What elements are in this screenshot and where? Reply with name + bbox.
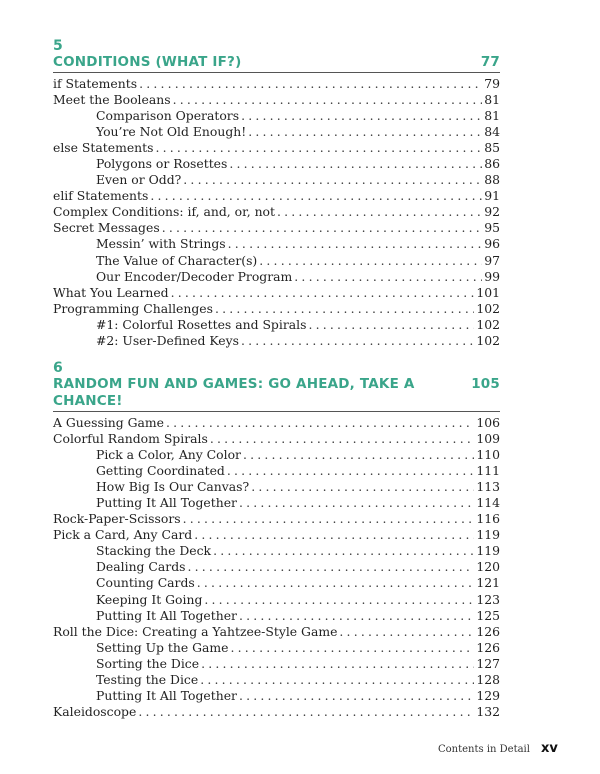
- entry-title: Pick a Card, Any Card: [53, 527, 193, 543]
- dot-leader: [227, 463, 475, 479]
- toc-entry[interactable]: [53, 688, 500, 704]
- toc-entry[interactable]: [53, 543, 500, 559]
- entry-page: 128: [476, 671, 500, 687]
- chapter-title: CONDITIONS (WHAT IF?): [53, 54, 242, 70]
- entry-page: 127: [476, 655, 500, 671]
- entry-title: Putting It All Together: [96, 495, 237, 511]
- entry-page: 79: [484, 76, 500, 91]
- entry-page: 102: [476, 300, 500, 316]
- dot-leader: [166, 415, 474, 431]
- dot-leader: [308, 317, 474, 333]
- entry-page: 91: [484, 188, 500, 204]
- entry-title: Programming Challenges: [53, 300, 213, 316]
- entry-page: 126: [476, 623, 500, 639]
- entry-title: You’re Not Old Enough!: [96, 124, 247, 140]
- entry-page: 120: [476, 559, 500, 575]
- chapter-page: 105: [471, 376, 500, 392]
- dot-leader: [277, 204, 482, 220]
- dot-leader: [138, 704, 474, 720]
- dot-leader: [183, 172, 482, 188]
- entry-page: 110: [476, 447, 500, 463]
- toc-entry[interactable]: [53, 236, 500, 252]
- entry-page: 106: [476, 415, 500, 430]
- chapter-page: 77: [480, 54, 500, 70]
- entry-page: 96: [484, 236, 500, 252]
- dot-leader: [200, 672, 474, 688]
- entry-page: 129: [476, 687, 500, 703]
- dot-leader: [239, 688, 474, 704]
- running-head: Contents in Detail: [438, 744, 530, 755]
- toc-entry[interactable]: [53, 672, 500, 688]
- chapter-heading[interactable]: [53, 376, 500, 412]
- toc-entry[interactable]: [53, 656, 500, 672]
- entry-title: Meet the Booleans: [53, 92, 171, 108]
- entry-page: 101: [476, 284, 500, 300]
- entry-page: 81: [484, 92, 500, 108]
- dot-leader: [248, 124, 482, 140]
- toc-entry[interactable]: [53, 156, 500, 172]
- toc-entry[interactable]: [53, 253, 500, 269]
- entry-page: 102: [476, 316, 500, 332]
- toc-entry[interactable]: [53, 76, 500, 92]
- entry-title: elif Statements: [53, 188, 149, 204]
- chapter-title: RANDOM FUN AND GAMES: GO AHEAD, TAKE A CHANCE!: [53, 376, 415, 409]
- dot-leader: [171, 285, 475, 301]
- toc-entry[interactable]: [53, 172, 500, 188]
- entry-title: Comparison Operators: [96, 108, 240, 124]
- entry-title: How Big Is Our Canvas?: [96, 479, 250, 495]
- entry-title: Colorful Random Spirals: [53, 431, 208, 447]
- entry-page: 132: [476, 703, 500, 719]
- dot-leader: [139, 76, 482, 92]
- entry-page: 113: [476, 479, 500, 495]
- entry-page: 119: [476, 527, 500, 543]
- entry-page: 88: [484, 172, 500, 188]
- entry-title: A Guessing Game: [53, 415, 164, 430]
- dot-leader: [173, 92, 483, 108]
- toc-entry[interactable]: [53, 204, 500, 220]
- entry-title: Roll the Dice: Creating a Yahtzee-Style Game: [53, 623, 338, 639]
- toc-entry[interactable]: [53, 575, 500, 591]
- chapter-5: [53, 38, 500, 349]
- entry-title: #1: Colorful Rosettes and Spirals: [96, 316, 307, 332]
- toc-entry[interactable]: [53, 608, 500, 624]
- entry-title: Testing the Dice: [96, 671, 199, 687]
- toc-entry[interactable]: [53, 447, 500, 463]
- toc-entries: [53, 415, 500, 720]
- entry-title: Sorting the Dice: [96, 655, 200, 671]
- toc-entry[interactable]: [53, 92, 500, 108]
- toc-entry[interactable]: [53, 220, 500, 236]
- entry-page: 97: [484, 252, 500, 268]
- dot-leader: [213, 543, 474, 559]
- entry-title: Counting Cards: [96, 575, 195, 591]
- toc-entry[interactable]: [53, 463, 500, 479]
- entry-title: if Statements: [53, 76, 138, 91]
- dot-leader: [239, 495, 474, 511]
- dot-leader: [201, 656, 474, 672]
- entry-page: 111: [476, 463, 500, 479]
- entry-title: The Value of Character(s): [96, 252, 258, 268]
- chapter-heading[interactable]: [53, 54, 500, 73]
- toc-entry[interactable]: [53, 624, 500, 640]
- entry-page: 114: [476, 495, 500, 511]
- entry-page: 99: [484, 268, 500, 284]
- dot-leader: [188, 559, 475, 575]
- toc-entry[interactable]: [53, 124, 500, 140]
- dot-leader: [241, 333, 474, 349]
- dot-leader: [215, 301, 474, 317]
- toc-entry[interactable]: [53, 317, 500, 333]
- dot-leader: [210, 431, 475, 447]
- toc-entry[interactable]: [53, 640, 500, 656]
- dot-leader: [243, 447, 474, 463]
- dot-leader: [194, 527, 474, 543]
- toc-entry[interactable]: [53, 285, 500, 301]
- entry-page: 81: [484, 108, 500, 124]
- dot-leader: [156, 140, 483, 156]
- toc-entry[interactable]: [53, 269, 500, 285]
- toc-entry[interactable]: [53, 301, 500, 317]
- entry-title: Secret Messages: [53, 220, 160, 236]
- toc-entry[interactable]: [53, 559, 500, 575]
- entry-title: Complex Conditions: if, and, or, not: [53, 204, 275, 220]
- dot-leader: [259, 253, 482, 269]
- entry-page: 84: [484, 124, 500, 140]
- entry-page: 123: [476, 591, 500, 607]
- entry-title: else Statements: [53, 140, 154, 156]
- toc-entry[interactable]: [53, 431, 500, 447]
- dot-leader: [339, 624, 474, 640]
- dot-leader: [204, 592, 474, 608]
- entry-page: 85: [484, 140, 500, 156]
- toc-entry[interactable]: [53, 140, 500, 156]
- entry-title: Even or Odd?: [96, 172, 182, 188]
- dot-leader: [228, 236, 483, 252]
- entry-page: 126: [476, 639, 500, 655]
- entry-title: Messin’ with Strings: [96, 236, 226, 252]
- dot-leader: [239, 608, 474, 624]
- toc-entry[interactable]: [53, 495, 500, 511]
- chapter-number: 6: [53, 360, 63, 376]
- toc-entry[interactable]: [53, 333, 500, 349]
- entry-title: Kaleidoscope: [53, 703, 137, 719]
- dot-leader: [197, 575, 475, 591]
- toc-entry[interactable]: [53, 592, 500, 608]
- chapter-number: 5: [53, 38, 63, 54]
- entry-page: 119: [476, 543, 500, 559]
- page-number: xv: [541, 741, 558, 756]
- entry-title: Putting It All Together: [96, 687, 237, 703]
- toc-entry[interactable]: [53, 188, 500, 204]
- entry-title: Dealing Cards: [96, 559, 186, 575]
- entry-page: 92: [484, 204, 500, 220]
- entry-title: Rock-Paper-Scissors: [53, 511, 181, 527]
- chapter-6: [53, 360, 500, 720]
- entry-page: 109: [476, 431, 500, 447]
- dot-leader: [183, 511, 475, 527]
- entry-page: 86: [484, 156, 500, 172]
- entry-title: #2: User-Defined Keys: [96, 332, 239, 348]
- toc-entry[interactable]: [53, 108, 500, 124]
- dot-leader: [229, 156, 482, 172]
- entry-title: Keeping It Going: [96, 591, 203, 607]
- toc-entry[interactable]: [53, 704, 500, 720]
- entry-title: Getting Coordinated: [96, 463, 225, 479]
- entry-page: 102: [476, 332, 500, 348]
- toc-entry[interactable]: [53, 527, 500, 543]
- dot-leader: [162, 220, 483, 236]
- dot-leader: [241, 108, 482, 124]
- dot-leader: [231, 640, 475, 656]
- entry-title: Pick a Color, Any Color: [96, 447, 241, 463]
- entry-title: Setting Up the Game: [96, 639, 229, 655]
- toc-entries: [53, 76, 500, 349]
- toc-entry[interactable]: [53, 479, 500, 495]
- dot-leader: [294, 269, 482, 285]
- entry-title: Stacking the Deck: [96, 543, 212, 559]
- entry-page: 121: [476, 575, 500, 591]
- entry-title: Polygons or Rosettes: [96, 156, 228, 172]
- dot-leader: [150, 188, 482, 204]
- toc-entry[interactable]: [53, 511, 500, 527]
- entry-page: 125: [476, 607, 500, 623]
- dot-leader: [251, 479, 474, 495]
- entry-title: Our Encoder/Decoder Program: [96, 268, 293, 284]
- toc-entry[interactable]: [53, 415, 500, 431]
- entry-page: 95: [484, 220, 500, 236]
- entry-title: What You Learned: [53, 284, 169, 300]
- entry-title: Putting It All Together: [96, 607, 237, 623]
- entry-page: 116: [476, 511, 500, 527]
